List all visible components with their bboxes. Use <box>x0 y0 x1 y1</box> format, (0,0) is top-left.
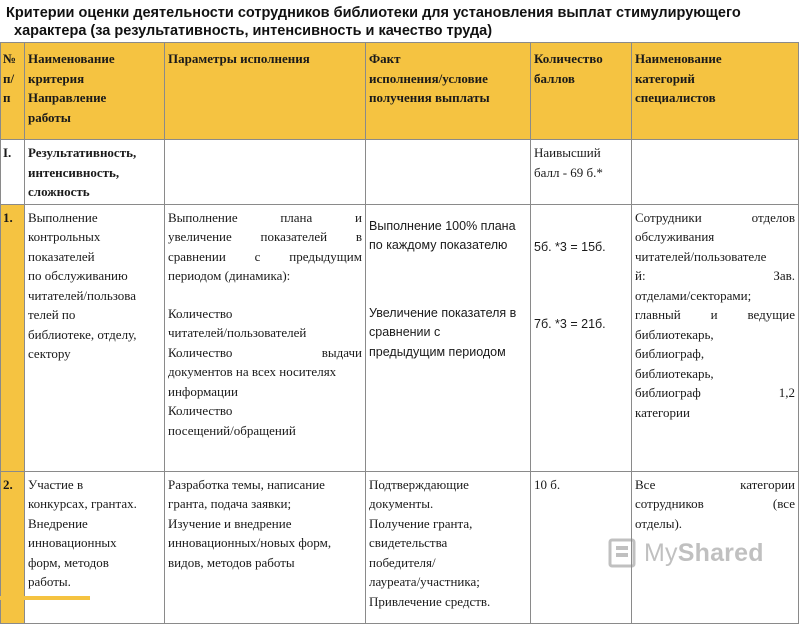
header-params: Параметры исполнения <box>165 43 366 140</box>
row1-category: Сотрудники отделов обслуживания читателей/пользователе й: Зав. отделами/секторами; главный и ведущие библиотекарь, библиограф, библиотекарь, библиограф 1,2 категории <box>632 204 799 471</box>
watermark-icon <box>604 536 640 570</box>
header-category: Наименование категорий специалистов <box>632 43 799 140</box>
row1-points: 5б. *3 = 15б. 7б. *3 = 21б. <box>531 204 632 471</box>
row1-fact: Выполнение 100% плана по каждому показателю Увеличение показателя в сравнении с предыдущим периодом <box>366 204 531 471</box>
row2-category: Все категории сотрудников (все отделы). <box>632 471 799 623</box>
table-row <box>1 204 799 471</box>
bottom-accent-strip <box>0 596 90 600</box>
page-title <box>6 4 796 40</box>
row2-criterion: Участие в конкурсах, грантах. Внедрение инновационных форм, методов работы. <box>25 471 165 623</box>
row1-num: 1. <box>1 204 25 471</box>
title-line-2: характера (за результативность, интенсивность и качество труда) <box>14 23 493 39</box>
row1-criterion: Выполнение контрольных показателей по обслуживанию читателей/пользова телей по библиотеке, отделу, сектору <box>25 204 165 471</box>
table-header-row <box>1 43 799 140</box>
table-row <box>1 140 799 205</box>
watermark-logo <box>604 536 774 570</box>
watermark-text: MyShared <box>644 539 764 567</box>
section-criterion: Результативность, интенсивность, сложность <box>25 140 165 205</box>
section-points: Наивысший балл - 69 б.* <box>531 140 632 205</box>
row1-params: Выполнение плана и увеличение показателей в сравнении с предыдущим периодом (динамика): Количество читателей/пользователей Количество выдачи документов на всех носителях информации Количество посещений/обращений <box>165 204 366 471</box>
section-category <box>632 140 799 205</box>
row2-fact: Подтверждающие документы. Получение гранта, свидетельства победителя/ лауреата/участника; Привлечение средств. <box>366 471 531 623</box>
header-points: Количество баллов <box>531 43 632 140</box>
title-line-1: Критерии оценки деятельности сотрудников библиотеки для установления выплат стимулирующего <box>6 5 741 21</box>
row2-params: Разработка темы, написание гранта, подача заявки; Изучение и внедрение инновационных/новых форм, видов, методов работы <box>165 471 366 623</box>
row2-num: 2. <box>1 471 25 623</box>
section-params <box>165 140 366 205</box>
section-num: I. <box>1 140 25 205</box>
section-fact <box>366 140 531 205</box>
header-fact: Факт исполнения/условие получения выплаты <box>366 43 531 140</box>
row2-points: 10 б. <box>531 471 632 623</box>
header-num: № п/ п <box>1 43 25 140</box>
header-criterion: Наименование критерия Направление работы <box>25 43 165 140</box>
